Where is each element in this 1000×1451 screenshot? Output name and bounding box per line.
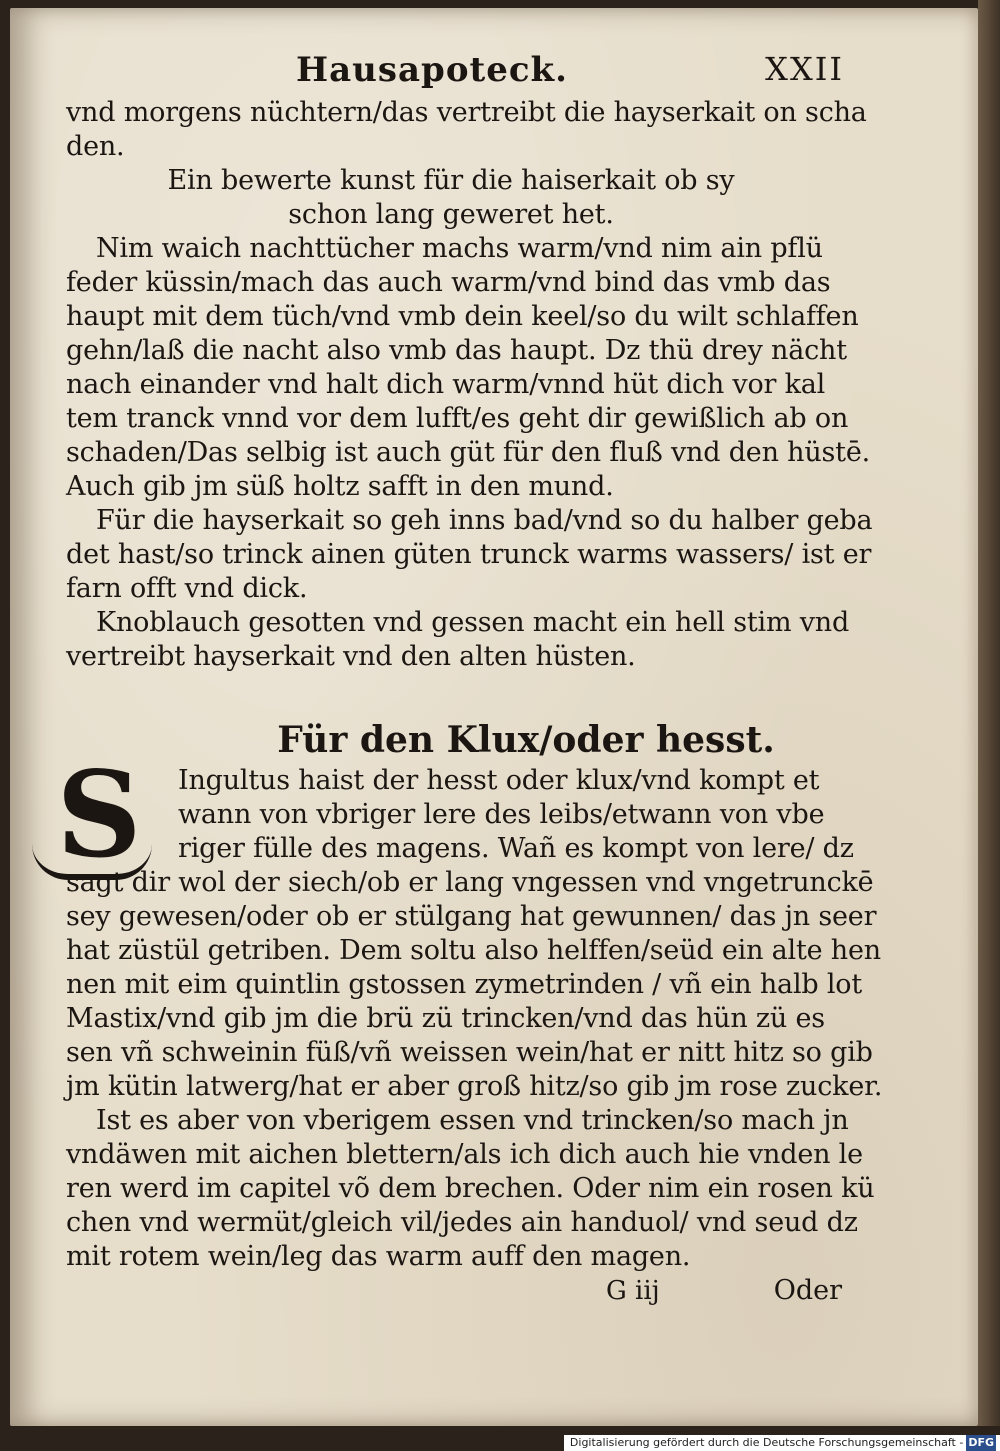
text-line: gehn/laß die nacht also vmb das haupt. Dz thü drey nächt — [66, 335, 847, 366]
signature-mark: G iij — [606, 1276, 660, 1306]
recipe-heading-line: schon lang geweret het. — [288, 199, 614, 230]
text-line: farn offt vnd dick. — [66, 573, 308, 604]
book-page — [10, 8, 978, 1426]
section-hoarseness — [66, 96, 873, 674]
text-line: vnd morgens nüchtern/das vertreibt die hayserkait on scha — [66, 97, 867, 128]
catchword: Oder — [773, 1275, 842, 1306]
page-header — [66, 48, 844, 96]
text-line: feder küssin/mach das auch warm/vnd bind das vmb das — [66, 267, 831, 298]
paragraph — [66, 606, 850, 674]
section-hiccup — [56, 716, 883, 1314]
text-line: Knoblauch gesotten vnd gessen macht ein hell stim vnd — [96, 607, 850, 638]
decorated-initial — [44, 745, 154, 884]
folio-number: XXII — [765, 50, 844, 88]
text-line: nach einander vnd halt dich warm/vnnd hüt dich vor kal — [66, 369, 826, 400]
page-footer — [66, 1274, 842, 1314]
text-block — [56, 48, 883, 1314]
text-line: Ist es aber von vberigem essen vnd trincken/so mach jn — [96, 1105, 849, 1136]
book-edge — [978, 0, 1000, 1426]
text-line: tem tranck vnnd vor dem lufft/es geht dir gewißlich ab on — [66, 403, 849, 434]
paragraph — [66, 504, 873, 606]
text-line: Mastix/vnd gib jm die brü zü trincken/vnd das hün zü es — [66, 1003, 825, 1034]
text-line: Auch gib jm süß holtz safft in den mund. — [66, 471, 614, 502]
running-head: Hausapoteck. — [296, 50, 568, 90]
text-line: riger fülle des magens. Wañ es kompt von lere/ dz — [178, 833, 854, 864]
recipe-heading-line: Ein bewerte kunst für die haiserkait ob sy — [167, 165, 735, 196]
text-line: det hast/so trinck ainen güten trunck warms wassers/ ist er — [66, 539, 872, 570]
text-line: Ingultus haist der hesst oder klux/vnd kompt et — [178, 765, 820, 796]
text-line: nen mit eim quintlin gstossen zymetrinden / vñ ein halb lot — [66, 969, 862, 1000]
text-line: ren werd im capitel võ dem brechen. Oder nim ein rosen kü — [66, 1173, 875, 1204]
section-heading: Für den Klux/oder hesst. — [277, 719, 775, 761]
text-line: Nim waich nachttücher machs warm/vnd nim ain pflü — [96, 233, 823, 264]
text-line: mit rotem wein/leg das warm auff den magen. — [66, 1241, 691, 1272]
text-line: chen vnd wermüt/gleich vil/jedes ain handuol/ vnd seud dz — [66, 1207, 858, 1238]
dfg-logo: DFG — [968, 1436, 994, 1449]
text-line: den. — [66, 131, 125, 162]
digitization-credit — [564, 1435, 1000, 1451]
paragraph — [66, 866, 883, 1104]
text-line: sey gewesen/oder ob er stülgang hat gewunnen/ das jn seer — [66, 901, 877, 932]
text-line: vndäwen mit aichen blettern/als ich dich auch hie vnden le — [66, 1139, 863, 1170]
initial-letter: S — [56, 745, 142, 884]
text-line: sagt dir wol der siech/ob er lang vngessen vnd vngetrunckē — [66, 867, 874, 898]
text-line: sen vñ schweinin füß/vñ weissen wein/hat er nitt hitz so gib — [66, 1037, 873, 1068]
paragraph — [66, 1104, 875, 1274]
text-line: wann von vbriger lere des leibs/etwann von vbe — [178, 799, 825, 830]
text-line: schaden/Das selbig ist auch güt für den fluß vnd den hüstē. — [66, 437, 870, 468]
text-line: hat züstül getriben. Dem soltu also helffen/seüd ein alte hen — [66, 935, 881, 966]
initial-flourish — [32, 844, 152, 880]
text-line: jm kütin latwerg/hat er aber groß hitz/so gib jm rose zucker. — [66, 1071, 883, 1102]
credit-text: Digitalisierung gefördert durch die Deutsche Forschungsgemeinschaft - — [569, 1436, 964, 1449]
text-line: haupt mit dem tüch/vnd vmb dein keel/so du wilt schlaffen — [66, 301, 859, 332]
text-line: Für die hayserkait so geh inns bad/vnd so du halber geba — [96, 505, 873, 536]
text-line: vertreibt hayserkait vnd den alten hüsten. — [66, 641, 636, 672]
paragraph — [66, 232, 870, 504]
